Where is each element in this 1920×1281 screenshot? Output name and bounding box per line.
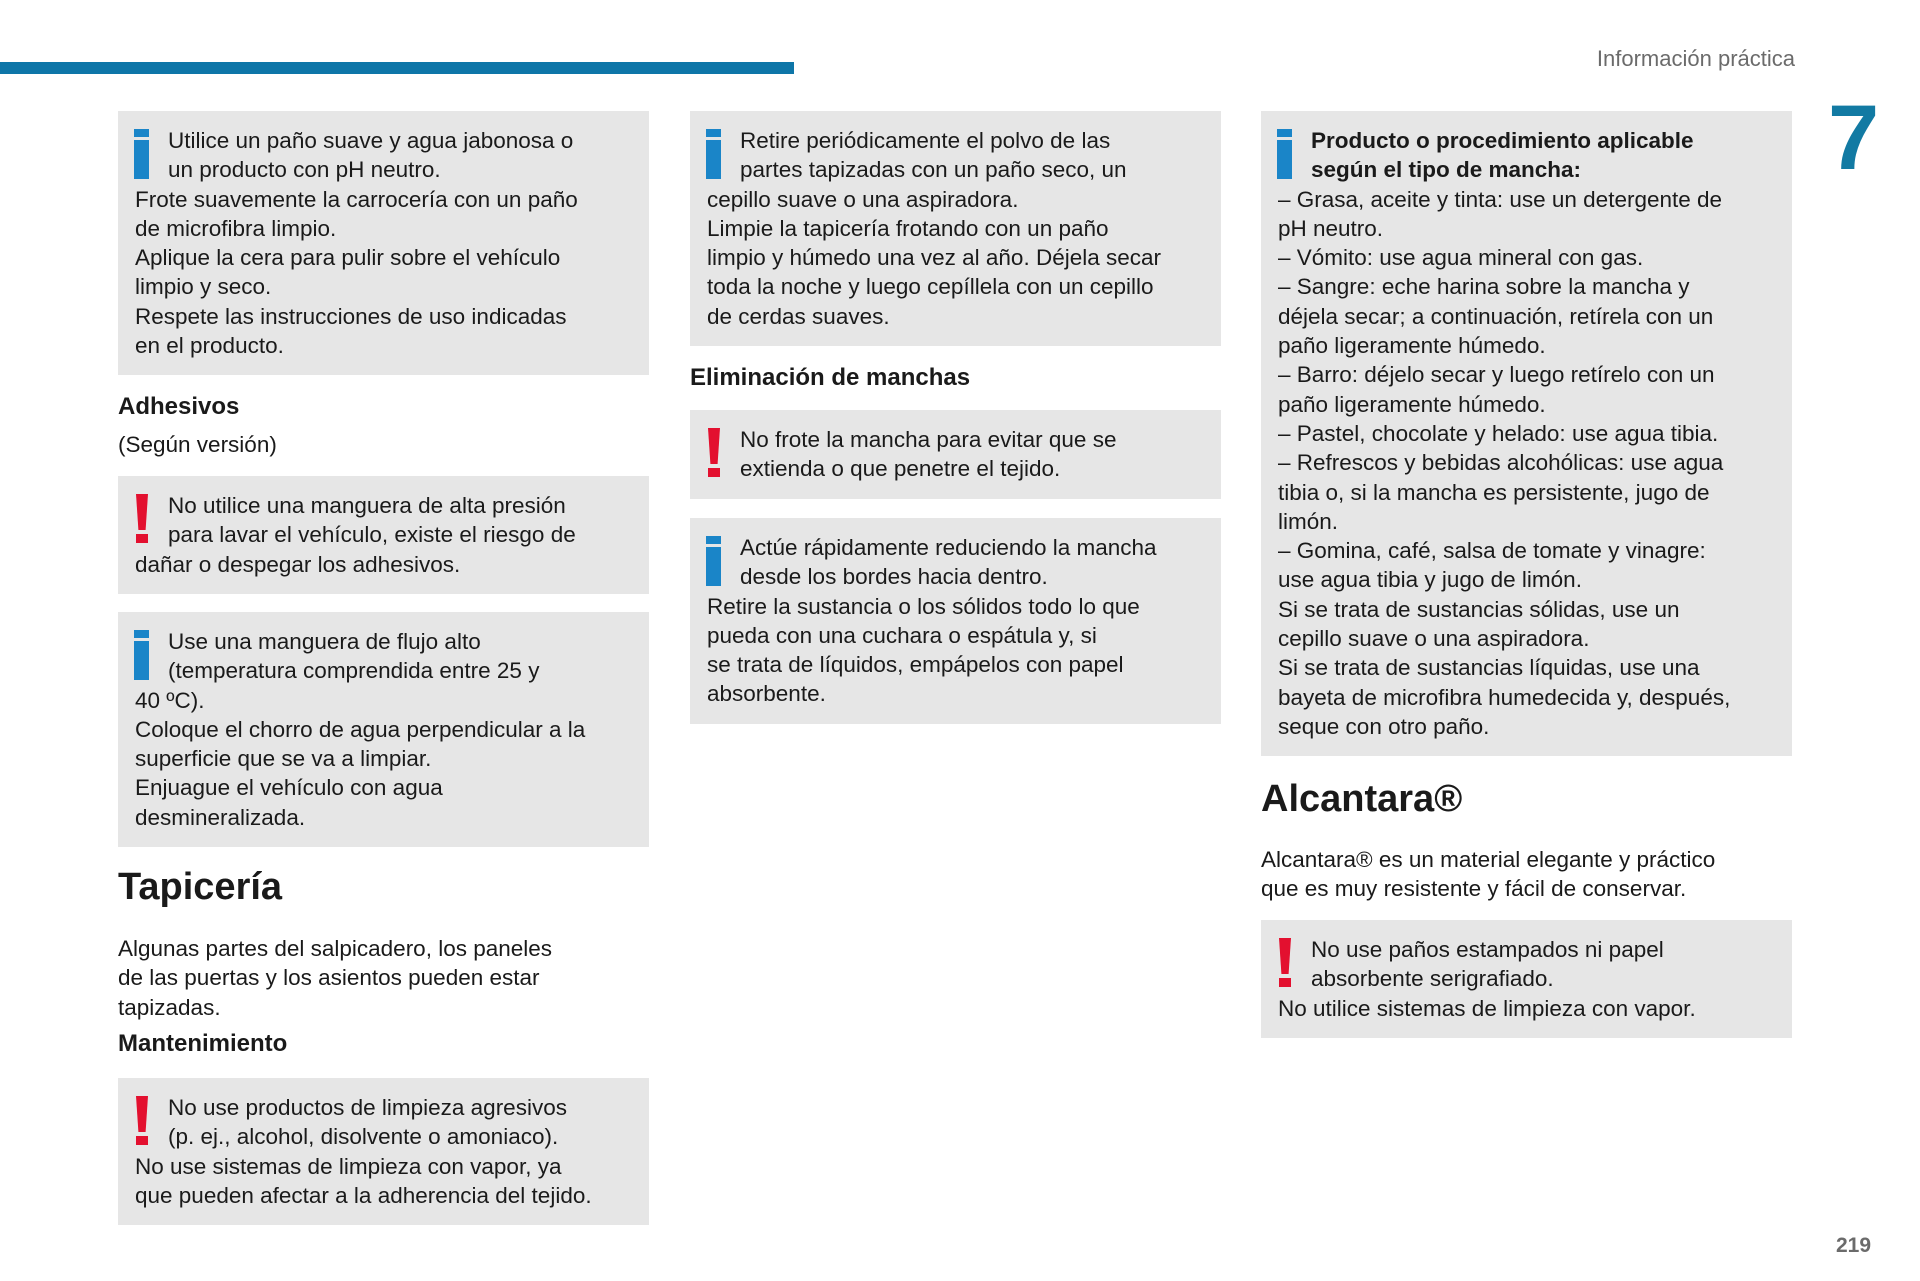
text-line: 40 ºC). [135,687,205,713]
text-line: – Refrescos y bebidas alcohólicas: use agua [1278,450,1724,476]
text-line: (p. ej., alcohol, disolvente o amoniaco). [168,1124,559,1150]
text-line: paño ligeramente húmedo. [1278,333,1546,359]
text-line: paño ligeramente húmedo. [1278,391,1546,417]
text-line: limpio y seco. [135,274,272,300]
section-title: Información práctica [1596,46,1795,71]
text-line: – Vómito: use agua mineral con gas. [1278,245,1644,271]
text-line: toda la noche y luego cepíllela con un cepillo [707,274,1154,300]
info-note-box [690,518,1221,724]
text-line: desde los bordes hacia dentro. [740,564,1048,590]
text-line: pueda con una cuchara o espátula y, si [707,622,1097,648]
text-line: Producto o procedimiento aplicable [1311,128,1694,153]
text-line: – Grasa, aceite y tinta: use un detergente de [1278,186,1723,212]
text-line: según el tipo de mancha: [1311,157,1582,183]
text-line: Frote suavemente la carrocería con un paño [135,186,578,212]
text-line: bayeta de microfibra humedecida y, después, [1278,684,1731,710]
text-line: Respete las instrucciones de uso indicadas [135,303,567,329]
text-line: tapizadas. [118,994,221,1020]
text-line: – Sangre: eche harina sobre la mancha y [1278,274,1690,300]
info-note-box [1261,111,1792,756]
text-line: No use paños estampados ni papel [1311,937,1664,962]
text-line: No use sistemas de limpieza con vapor, ya [135,1153,562,1179]
text-line: Limpie la tapicería frotando con un paño [707,215,1109,241]
info-icon [706,536,721,586]
info-icon [134,630,149,680]
text-line: – Barro: déjelo secar y luego retírelo con un [1278,362,1715,388]
text-line: – Gomina, café, salsa de tomate y vinagre: [1278,538,1706,564]
text-line: Use una manguera de flujo alto [168,629,481,654]
heading-adhesivos: Adhesivos [118,393,240,420]
segun-version-note: (Según versión) [118,432,277,457]
text-line: Actúe rápidamente reduciendo la mancha [740,535,1157,560]
text-line: use agua tibia y jugo de limón. [1278,567,1582,593]
text-line: Coloque el chorro de agua perpendicular a la [135,716,586,742]
text-line: Si se trata de sustancias líquidas, use una [1278,655,1700,681]
text-line: un producto con pH neutro. [168,157,441,183]
text-line: absorbente. [707,681,826,707]
text-line: déjela secar; a continuación, retírela con un [1278,303,1714,329]
heading-tapiceria: Tapicería [118,866,283,908]
text-line: de microfibra limpio. [135,215,337,241]
text-line: cepillo suave o una aspiradora. [707,186,1019,212]
text-line: desmineralizada. [135,804,306,830]
text-line: limón. [1278,508,1339,534]
warning-note-box [1261,920,1792,1038]
text-line: No utilice una manguera de alta presión [168,493,566,518]
text-line: No utilice sistemas de limpieza con vapor. [1278,995,1696,1021]
info-note-box [118,111,649,375]
text-line: Algunas partes del salpicadero, los paneles [118,936,553,961]
info-note-box [690,111,1221,346]
text-line: Retire la sustancia o los sólidos todo lo que [707,593,1140,619]
info-icon [134,129,149,179]
warning-note-box [690,410,1221,499]
text-line: Retire periódicamente el polvo de las [740,128,1111,153]
text-line: absorbente serigrafiado. [1311,966,1554,992]
text-line: en el producto. [135,333,284,359]
tapiceria-paragraph [118,934,552,1022]
info-icon [1277,129,1292,179]
text-line: Si se trata de sustancias sólidas, use un [1278,596,1680,622]
text-line: – Pastel, chocolate y helado: use agua tibia. [1278,420,1719,446]
text-line: No use productos de limpieza agresivos [168,1095,567,1120]
text-line: pH neutro. [1278,215,1384,241]
text-line: de cerdas suaves. [707,303,890,329]
text-line: Aplique la cera para pulir sobre el vehículo [135,245,561,271]
warning-note-box [118,1078,649,1225]
text-line: Utilice un paño suave y agua jabonosa o [168,128,574,153]
text-line: limpio y húmedo una vez al año. Déjela secar [707,245,1161,271]
text-line: se trata de líquidos, empápelos con papel [707,652,1124,678]
text-line: que es muy resistente y fácil de conservar. [1261,876,1687,902]
text-line: cepillo suave o una aspiradora. [1278,626,1590,652]
heading-mantenimiento: Mantenimiento [118,1030,288,1057]
text-line: Enjuague el vehículo con agua [135,775,443,801]
text-line: dañar o despegar los adhesivos. [135,551,461,577]
text-line: de las puertas y los asientos pueden estar [118,965,540,991]
text-line: (temperatura comprendida entre 25 y [168,658,540,684]
alcantara-paragraph [1261,845,1715,904]
warning-icon [134,494,149,544]
text-line: superficie que se va a limpiar. [135,746,432,772]
chapter-number: 7 [1828,87,1880,189]
text-line: Alcantara® es un material elegante y práctico [1261,847,1716,872]
heading-eliminacion-manchas: Eliminación de manchas [690,364,971,391]
text-line: partes tapizadas con un paño seco, un [740,157,1127,183]
header-accent-bar [0,62,794,74]
text-line: seque con otro paño. [1278,713,1490,739]
text-line: No frote la mancha para evitar que se [740,427,1117,452]
warning-note-box [118,476,649,594]
text-line: que pueden afectar a la adherencia del tejido. [135,1182,592,1208]
page-number: 219 [1836,1234,1872,1257]
info-note-box [118,612,649,847]
text-line: para lavar el vehículo, existe el riesgo de [168,522,576,548]
warning-icon [134,1096,149,1146]
text-line: extienda o que penetre el tejido. [740,456,1061,482]
info-icon [706,129,721,179]
warning-icon [706,428,721,478]
warning-icon [1277,938,1292,988]
text-line: tibia o, si la mancha es persistente, jugo de [1278,479,1710,505]
heading-alcantara: Alcantara® [1261,778,1463,820]
